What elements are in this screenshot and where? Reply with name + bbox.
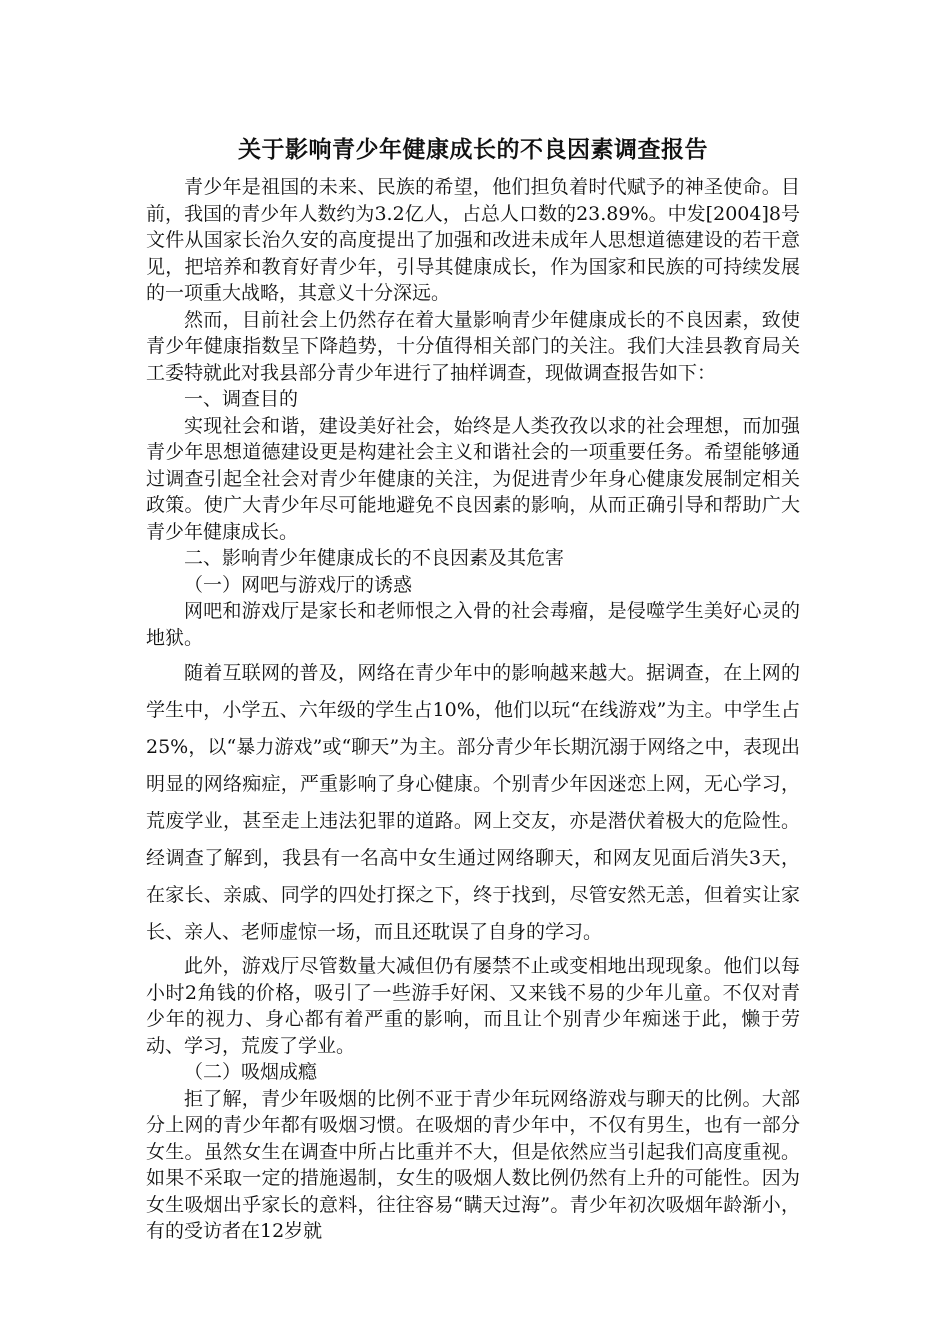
paragraph-internet-survey: 随着互联网的普及，网络在青少年中的影响越来越大。据调查，在上网的学生中，小学五、六年级的学生占10%，他们以玩“在线游戏”为主。中学生占25%，以“暴力游戏”或“聊天”为主。部分青少年长期沉溺于网络之中，表现出明显的网络痴症，严重影响了身心健康。个别青少年因迷恋上网，无心学习，荒废学业，甚至走上违法犯罪的道路。网上交友，亦是潜伏着极大的危险性。经调查了解到，我县有一名高中女生通过网络聊天，和网友见面后消失3天，在家长、亲戚、同学的四处打探之下，终于找到，尽管安然无恙，但着实让家长、亲人、老师虚惊一场，而且还耽误了自身的学习。 — [146, 662, 800, 943]
subsection-heading-internet-cafe: （一）网吧与游戏厅的诱惑 — [184, 573, 413, 596]
paragraph-arcade: 此外，游戏厅尽管数量大减但仍有屡禁不止或变相地出现现象。他们以每小时2角钱的价格，吸引了一些游手好闲、又来钱不易的少年儿童。不仅对青少年的视力、身心都有着严重的影响，而且让个别青少年痴迷于此，懒于劳动、学习，荒废了学业。 — [146, 955, 800, 1057]
paragraph-however: 然而，目前社会上仍然存在着大量影响青少年健康成长的不良因素，致使青少年健康指数呈下降趋势，十分值得相关部门的关注。我们大洼县教育局关工委特就此对我县部分青少年进行了抽样调查，现做调查报告如下： — [146, 308, 800, 384]
paragraph-intro: 青少年是祖国的未来、民族的希望，他们担负着时代赋予的神圣使命。目前，我国的青少年人数约为3.2亿人，占总人口数的23.89%。中发[2004]8号文件从国家长治久安的高度提出了加强和改进未成年人思想道德建设的若干意见，把培养和教育好青少年，引导其健康成长，作为国家和民族的可持续发展的一项重大战略，其意义十分深远。 — [146, 176, 800, 304]
paragraph-smoking: 拒了解，青少年吸烟的比例不亚于青少年玩网络游戏与聊天的比例。大部分上网的青少年都有吸烟习惯。在吸烟的青少年中，不仅有男生，也有一部分女生。虽然女生在调查中所占比重并不大，但是依然应当引起我们高度重视。如果不采取一定的措施遏制，女生的吸烟人数比例仍然有上升的可能性。因为女生吸烟出乎家长的意料，往往容易“瞒天过海”。青少年初次吸烟年龄渐小，有的受访者在12岁就 — [146, 1087, 800, 1242]
section-heading-purpose: 一、调查目的 — [184, 388, 299, 410]
section-heading-factors: 二、影响青少年健康成长的不良因素及其危害 — [184, 547, 565, 569]
paragraph-purpose: 实现社会和谐，建设美好社会，始终是人类孜孜以求的社会理想，而加强青少年思想道德建设更是构建社会主义和谐社会的一项重要任务。希望能够通过调查引起全社会对青少年健康的关注，为促进青少年身心健康发展制定相关政策。使广大青少年尽可能地避免不良因素的影响，从而正确引导和帮助广大青少年健康成长。 — [146, 414, 800, 543]
subsection-heading-smoking: （二）吸烟成瘾 — [184, 1061, 318, 1083]
document-title: 关于影响青少年健康成长的不良因素调查报告 — [238, 136, 708, 163]
paragraph-internet-cafe: 网吧和游戏厅是家长和老师恨之入骨的社会毒瘤，是侵噬学生美好心灵的地狱。 — [146, 600, 800, 649]
